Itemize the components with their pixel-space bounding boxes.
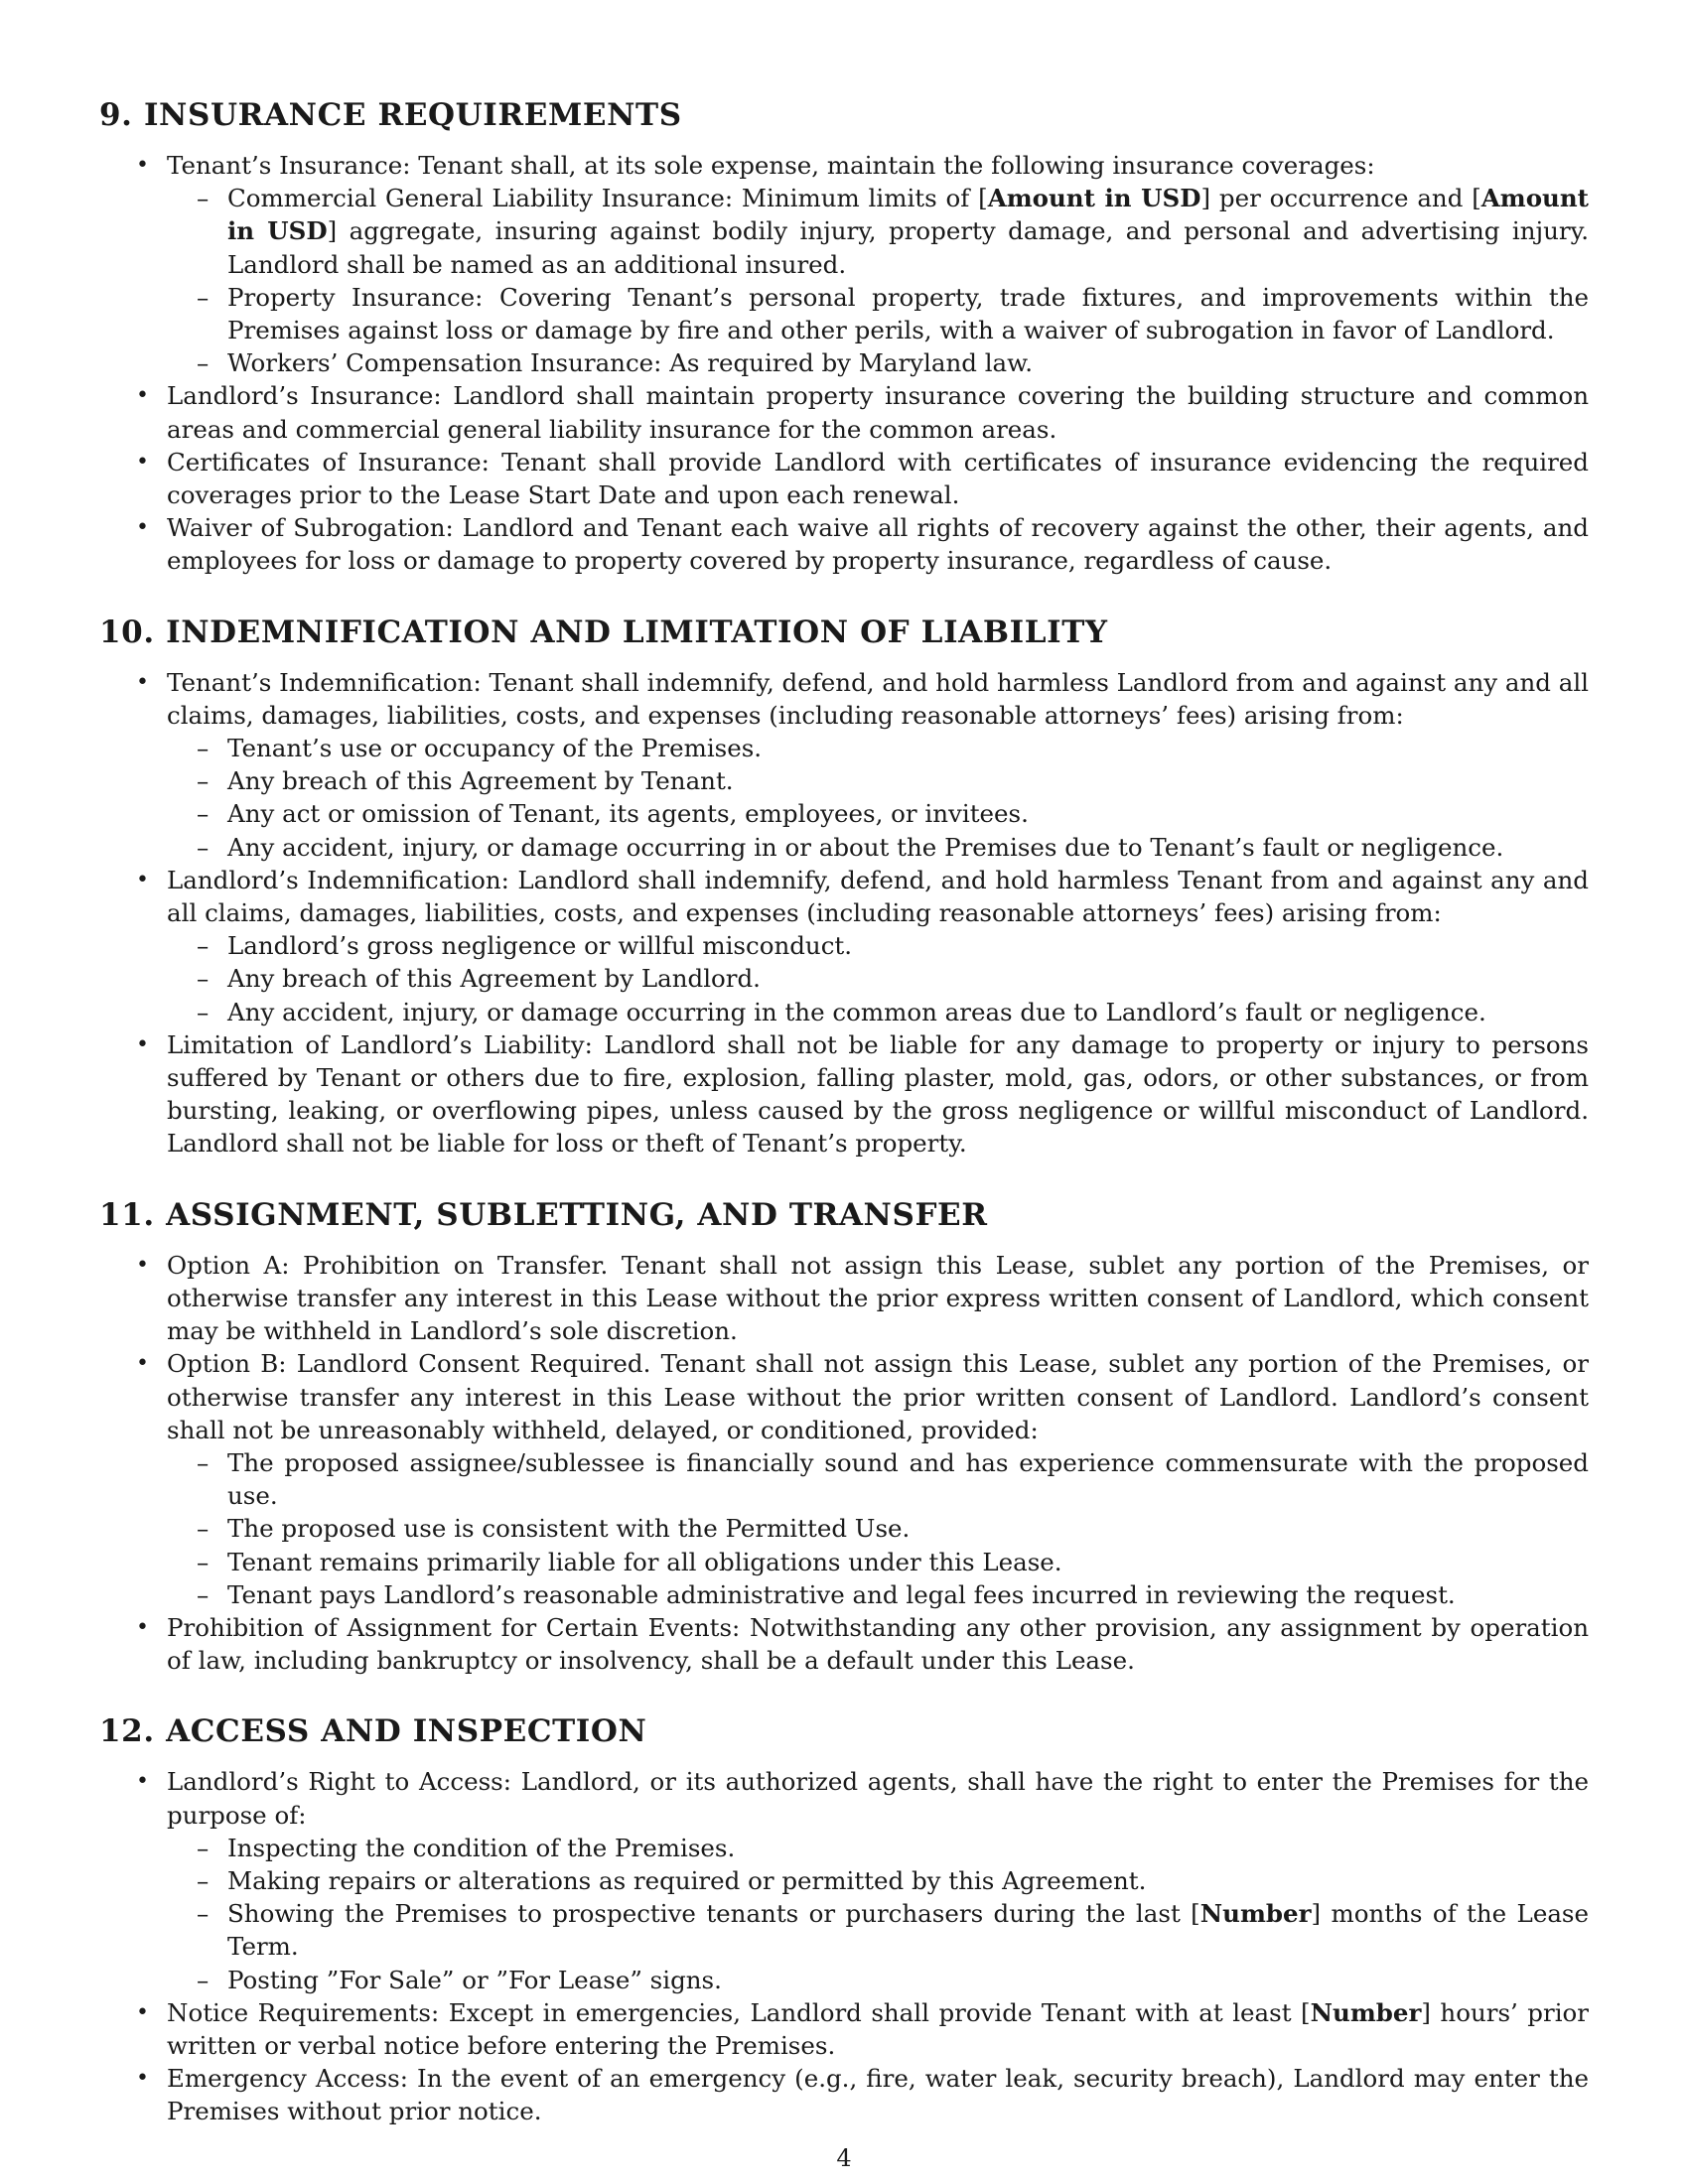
section-10-list: [99, 666, 1589, 1160]
sub-list-item: [167, 1897, 1589, 1963]
section-11-list: [99, 1249, 1589, 1678]
sub-list-item: – Tenant remains primarily liable for all obligations under this Lease.: [167, 1546, 1589, 1578]
landlord-indemnification-text: Landlord’s Indemnification: Landlord shall indemnify, defend, and hold harmless Tenant from and against any and all claims, damages, liabilities, costs, and expenses (including reasonable attorneys’ fees) arising from:: [167, 865, 1589, 928]
sub-list: [167, 929, 1589, 1028]
tenant-insurance-text: Tenant’s Insurance: Tenant shall, at its sole expense, maintain the following insurance coverages:: [167, 151, 1375, 180]
section-9-heading: 9. INSURANCE REQUIREMENTS: [99, 97, 682, 133]
number-placeholder: Number: [1310, 1997, 1422, 2027]
option-b-text: Option B: Landlord Consent Required. Tenant shall not assign this Lease, sublet any portion of the Premises, or otherwise transfer any interest in this Lease without the prior written consent of Landlord. Landlord’s consent shall not be unreasonably withheld, delayed, or conditioned, provided:: [167, 1349, 1589, 1444]
section-9-list: [99, 149, 1589, 578]
sub-list: [167, 1832, 1589, 1996]
list-item: • Prohibition of Assignment for Certain Events: Notwithstanding any other provision, any assignment by operation of law, including bankruptcy or insolvency, shall be a default under this Lease.: [99, 1611, 1589, 1677]
amount-placeholder: Amount in USD: [227, 184, 1589, 246]
cgl-text: ] per occurrence and [: [1200, 184, 1481, 213]
page-number: 4: [836, 2144, 852, 2172]
sub-list-item: – Workers’ Compensation Insurance: As required by Maryland law.: [167, 346, 1589, 379]
sub-list: [167, 1446, 1589, 1611]
sub-list: [167, 182, 1589, 379]
section-11-heading: 11. ASSIGNMENT, SUBLETTING, AND TRANSFER: [99, 1196, 988, 1233]
number-placeholder: Number: [1199, 1899, 1312, 1929]
section-12-list: [99, 1765, 1589, 2127]
cgl-text: Commercial General Liability Insurance: Minimum limits of [: [227, 184, 988, 213]
sub-list-item: – Any breach of this Agreement by Landlord.: [167, 962, 1589, 995]
sub-list-item: – Landlord’s gross negligence or willful misconduct.: [167, 929, 1589, 962]
section-9: [99, 95, 1589, 578]
showing-text: Showing the Premises to prospective tenants or purchasers during the last [: [227, 1899, 1200, 1929]
sub-list-item: – Any accident, injury, or damage occurring in or about the Premises due to Tenant’s fault or negligence.: [167, 831, 1589, 864]
sub-list-item: – Any breach of this Agreement by Tenant.: [167, 764, 1589, 797]
sub-list-item: – Any act or omission of Tenant, its agents, employees, or invitees.: [167, 797, 1589, 830]
sub-list-item: – The proposed use is consistent with the Permitted Use.: [167, 1512, 1589, 1545]
right-to-access-text: Landlord’s Right to Access: Landlord, or its authorized agents, shall have the right to enter the Premises for the purpose of:: [167, 1767, 1589, 1830]
sub-list-item: [167, 182, 1589, 281]
sub-list-item: – Tenant pays Landlord’s reasonable administrative and legal fees incurred in reviewing the request.: [167, 1578, 1589, 1611]
list-item: • Landlord’s Insurance: Landlord shall maintain property insurance covering the building structure and common areas and commercial general liability insurance for the common areas.: [99, 379, 1589, 445]
list-item: [99, 1347, 1589, 1611]
section-10-heading: 10. INDEMNIFICATION AND LIMITATION OF LIABILITY: [99, 614, 1108, 650]
tenant-indemnification-text: Tenant’s Indemnification: Tenant shall indemnify, defend, and hold harmless Landlord from and against any and all claims, damages, liabilities, costs, and expenses (including reasonable attorneys’ fees) arising from:: [167, 667, 1589, 730]
sub-list: [167, 732, 1589, 864]
notice-text: ] hours’ prior written or verbal notice before entering the Premises.: [167, 1997, 1589, 2060]
document-page: [99, 95, 1589, 2163]
section-12: [99, 1711, 1589, 2127]
section-11: [99, 1195, 1589, 1678]
cgl-text: ] aggregate, insuring against bodily injury, property damage, and personal and advertising injury. Landlord shall be named as an additional insured.: [227, 216, 1589, 279]
sub-list-item: – Any accident, injury, or damage occurring in the common areas due to Landlord’s fault or negligence.: [167, 996, 1589, 1028]
sub-list-item: – The proposed assignee/sublessee is financially sound and has experience commensurate with the proposed use.: [167, 1446, 1589, 1512]
list-item: • Emergency Access: In the event of an emergency (e.g., fire, water leak, security breach), Landlord may enter the Premises without prior notice.: [99, 2062, 1589, 2127]
section-10: [99, 613, 1589, 1160]
sub-list-item: – Making repairs or alterations as required or permitted by this Agreement.: [167, 1864, 1589, 1897]
sub-list-item: – Posting ”For Sale” or ”For Lease” signs.: [167, 1964, 1589, 1996]
sub-list-item: – Tenant’s use or occupancy of the Premises.: [167, 732, 1589, 764]
amount-placeholder: Amount in USD: [987, 184, 1201, 213]
sub-list-item: – Inspecting the condition of the Premises.: [167, 1832, 1589, 1864]
list-item: • Limitation of Landlord’s Liability: Landlord shall not be liable for any damage to property or injury to persons suffered by Tenant or others due to fire, explosion, falling plaster, mold, gas, odors, or other substances, or from bursting, leaking, or overflowing pipes, unless caused by the gross negligence or willful misconduct of Landlord. Landlord shall not be liable for loss or theft of Tenant’s property.: [99, 1028, 1589, 1160]
list-item: • Certificates of Insurance: Tenant shall provide Landlord with certificates of insurance evidencing the required coverages prior to the Lease Start Date and upon each renewal.: [99, 446, 1589, 511]
sub-list-item: – Property Insurance: Covering Tenant’s personal property, trade fixtures, and improvements within the Premises against loss or damage by fire and other perils, with a waiver of subrogation in favor of Landlord.: [167, 281, 1589, 346]
list-item: [99, 864, 1589, 1028]
list-item: • Waiver of Subrogation: Landlord and Tenant each waive all rights of recovery against the other, their agents, and employees for loss or damage to property covered by property insurance, regardless of cause.: [99, 511, 1589, 577]
notice-text: Notice Requirements: Except in emergencies, Landlord shall provide Tenant with at least [: [167, 1997, 1311, 2027]
list-item: [99, 149, 1589, 379]
list-item: [99, 1765, 1589, 1995]
list-item: • Option A: Prohibition on Transfer. Tenant shall not assign this Lease, sublet any portion of the Premises, or otherwise transfer any interest in this Lease without the prior express written consent of Landlord, which consent may be withheld in Landlord’s sole discretion.: [99, 1249, 1589, 1348]
list-item: [99, 1996, 1589, 2062]
section-12-heading: 12. ACCESS AND INSPECTION: [99, 1713, 647, 1750]
showing-text: ] months of the Lease Term.: [227, 1899, 1590, 1962]
list-item: [99, 666, 1589, 864]
